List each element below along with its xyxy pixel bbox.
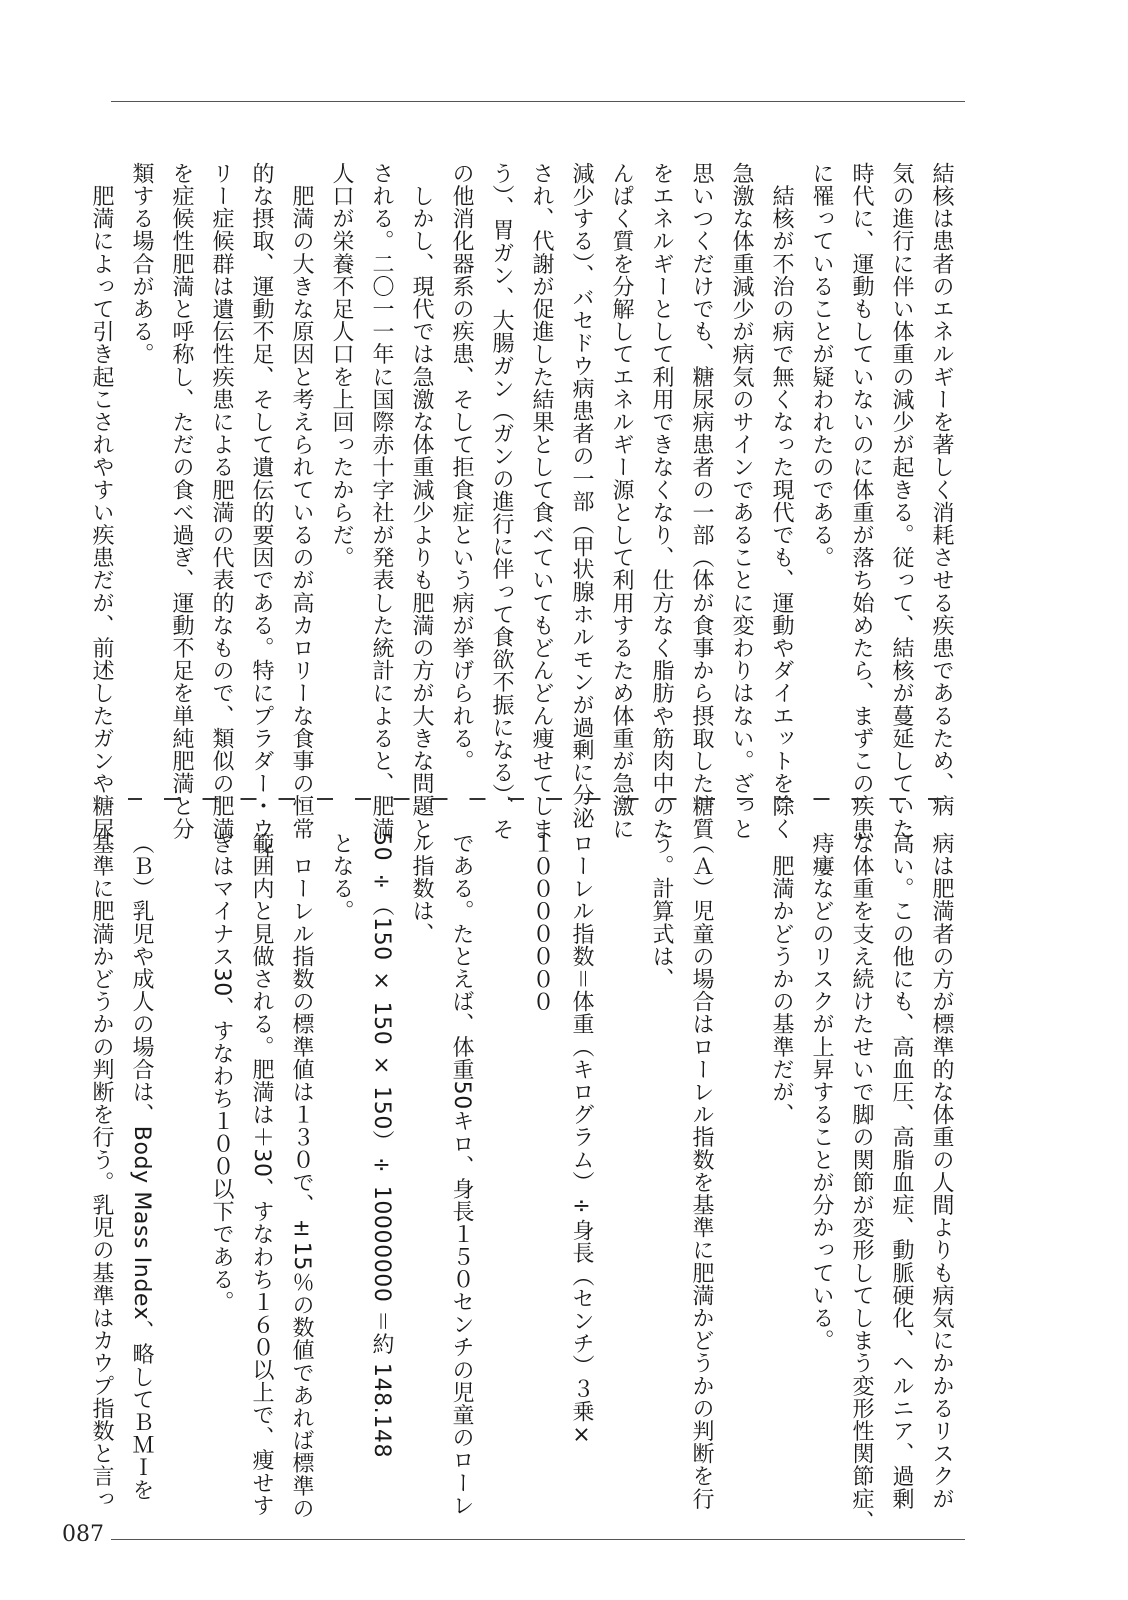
text-column: ローレル指数＝体重（キログラム）÷身長（センチ）３乗× bbox=[569, 832, 594, 1449]
text-column: され、代謝が促進した結果として食べていてもどんどん痩せてしま bbox=[529, 162, 554, 840]
text-column bbox=[721, 832, 761, 1504]
text-column: 急激な体重減少が病気のサインであることに変わりはない。ざっと bbox=[729, 162, 754, 840]
text-column: 人口が栄養不足人口を上回ったからだ。 bbox=[329, 162, 354, 569]
text-column: を症候性肥満と呼称し、ただの食べ過ぎ、運動不足を単純肥満と分 bbox=[169, 162, 194, 840]
text-column bbox=[601, 832, 641, 1504]
text-column: 肥満によって引き起こされやすい疾患だが、前述したガンや糖尿 bbox=[89, 162, 114, 840]
text-column: ぎはマイナス30、すなわち１００以下である。 bbox=[209, 832, 234, 1314]
text-column: ローレル指数の標準値は１３０で、±15％の数値であれば標準の bbox=[289, 832, 314, 1520]
text-column: 肥満の大きな原因と考えられているのが高カロリーな食事の恒常 bbox=[289, 162, 314, 840]
text-column: 的な摂取、運動不足、そして遺伝的要因である。特にプラダー・ウィ bbox=[249, 162, 274, 863]
text-column: （Ｂ）乳児や成人の場合は、Body Mass Index、略してＢＭＩを bbox=[129, 832, 154, 1502]
section-divider bbox=[128, 798, 948, 800]
text-column: に罹っていることが疑われたのである。 bbox=[809, 162, 834, 569]
text-column: 減少する）、バセドウ病患者の一部（甲状腺ホルモンが過剰に分泌 bbox=[569, 162, 594, 829]
text-column: される。二〇一一年に国際赤十字社が発表した統計によると、肥満 bbox=[369, 162, 394, 840]
text-column: ル指数は、 bbox=[409, 832, 434, 945]
upper-text-block bbox=[81, 162, 961, 863]
text-column: の他消化器系の疾患、そして拒食症という病が挙げられる。 bbox=[449, 162, 474, 773]
text-column: （Ａ）児童の場合はローレル指数を基準に肥満かどうかの判断を行 bbox=[689, 832, 714, 1510]
text-column: な体重を支え続けたせいで脚の関節が変形してしまう変形性関節症、 bbox=[849, 832, 874, 1533]
text-column: １０００００００ bbox=[529, 832, 554, 1013]
text-column bbox=[481, 832, 521, 1504]
text-column: う。計算式は、 bbox=[649, 832, 674, 991]
text-column: う）、胃ガン、大腸ガン（ガンの進行に伴って食欲不振になる）、そ bbox=[489, 162, 514, 841]
text-column: 思いつくだけでも、糖尿病患者の一部（体が食事から摂取した糖質 bbox=[689, 162, 714, 840]
text-column: となる。 bbox=[329, 832, 354, 923]
top-rule bbox=[111, 101, 965, 102]
text-column: 結核は患者のエネルギーを著しく消耗させる疾患であるため、病 bbox=[929, 162, 954, 818]
text-column bbox=[161, 832, 201, 1504]
text-column: 50 ÷（150 × 150 × 150）÷ 10000000 ＝約 148.148 bbox=[369, 832, 394, 1459]
text-column: 病は肥満者の方が標準的な体重の人間よりも病気にかかるリスクが bbox=[929, 832, 954, 1510]
text-column: 痔瘻などのリスクが上昇することが分かっている。 bbox=[809, 832, 834, 1352]
text-column: 時代に、運動もしていないのに体重が落ち始めたら、まずこの疾患 bbox=[849, 162, 874, 840]
page-number: 087 bbox=[62, 1522, 104, 1547]
text-column: 気の進行に伴い体重の減少が起きる。従って、結核が蔓延していた bbox=[889, 162, 914, 840]
text-column: しかし、現代では急激な体重減少よりも肥満の方が大きな問題と bbox=[409, 162, 434, 840]
text-column: 高い。この他にも、高血圧、高脂血症、動脈硬化、ヘルニア、過剰 bbox=[889, 832, 914, 1510]
text-column: リー症候群は遺伝性疾患による肥満の代表的なもので、類似の肥満 bbox=[209, 162, 234, 840]
lower-text-block bbox=[81, 832, 961, 1533]
text-column: 基準に肥満かどうかの判断を行う。乳児の基準はカウプ指数と言っ bbox=[89, 832, 114, 1510]
text-column: 類する場合がある。 bbox=[129, 162, 154, 366]
text-column: 範囲内と見做される。肥満は＋30、すなわち１６０以上で、痩せす bbox=[249, 832, 274, 1517]
bottom-rule bbox=[111, 1539, 965, 1540]
text-column: 肥満かどうかの基準だが、 bbox=[769, 832, 794, 1126]
text-column: 結核が不治の病で無くなった現代でも、運動やダイエットを除く bbox=[769, 162, 794, 840]
text-column: んぱく質を分解してエネルギー源として利用するため体重が急激に bbox=[609, 162, 634, 840]
text-column: である。たとえば、体重50キロ、身長１５０センチの児童のローレ bbox=[449, 832, 474, 1517]
text-column: をエネルギーとして利用できなくなり、仕方なく脂肪や筋肉中のた bbox=[649, 162, 674, 840]
